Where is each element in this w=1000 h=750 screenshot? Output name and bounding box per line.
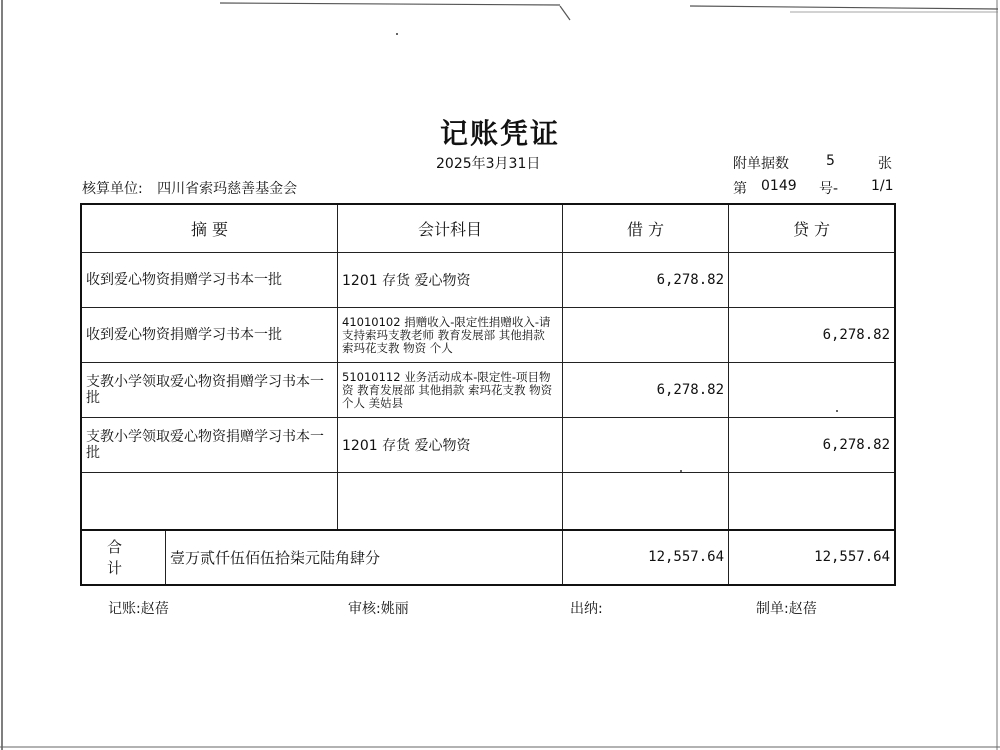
row-debit: 6,278.82 bbox=[563, 253, 729, 308]
row-debit bbox=[563, 473, 729, 530]
table-row bbox=[81, 308, 895, 363]
voucher-page: 1/1 bbox=[871, 178, 894, 194]
reviewer-signature bbox=[348, 598, 409, 618]
cashier-signature bbox=[570, 598, 603, 618]
header-debit: 借 方 bbox=[563, 204, 729, 253]
cashier-label: 出纳: bbox=[570, 601, 603, 617]
preparer-name: 赵蓓 bbox=[788, 601, 817, 617]
voucher-table bbox=[80, 203, 896, 586]
bookkeeper-name: 赵蓓 bbox=[140, 601, 169, 617]
attachments-label: 附单据数 bbox=[733, 156, 789, 172]
total-amount-in-words: 壹万贰仟伍佰伍拾柒元陆角肆分 bbox=[166, 530, 563, 585]
row-summary bbox=[81, 473, 338, 530]
table-row bbox=[81, 418, 895, 473]
row-account: 1201 存货 爱心物资 bbox=[338, 253, 563, 308]
accounting-unit-label: 核算单位: bbox=[82, 181, 143, 197]
voucher-number-prefix: 第 bbox=[733, 181, 747, 197]
row-account: 1201 存货 爱心物资 bbox=[338, 418, 563, 473]
row-summary: 收到爱心物资捐赠学习书本一批 bbox=[81, 253, 338, 308]
row-account: 51010112 业务活动成本-限定性-项目物资 教育发展部 其他捐款 索玛花支教 物资 个人 美姑县 bbox=[338, 363, 563, 418]
row-debit bbox=[563, 308, 729, 363]
preparer-label: 制单: bbox=[756, 601, 789, 617]
row-summary: 支教小学领取爱心物资捐赠学习书本一批 bbox=[81, 363, 338, 418]
bookkeeper-label: 记账: bbox=[108, 601, 141, 617]
voucher-title: 记账凭证 bbox=[439, 117, 560, 150]
total-credit: 12,557.64 bbox=[729, 530, 896, 585]
voucher-number: 0149 bbox=[761, 178, 797, 194]
scan-speck bbox=[396, 33, 398, 35]
header-account: 会计科目 bbox=[338, 204, 563, 253]
scan-speck bbox=[836, 410, 838, 412]
table-row bbox=[81, 363, 895, 418]
preparer-signature bbox=[756, 598, 817, 618]
total-label bbox=[81, 530, 166, 585]
row-summary: 收到爱心物资捐赠学习书本一批 bbox=[81, 308, 338, 363]
row-account: 41010102 捐赠收入-限定性捐赠收入-请支持索玛支教老师 教育发展部 其他捐款 索玛花支教 物资 个人 bbox=[338, 308, 563, 363]
total-debit: 12,557.64 bbox=[563, 530, 729, 585]
header-credit: 贷 方 bbox=[729, 204, 896, 253]
row-debit: 6,278.82 bbox=[563, 363, 729, 418]
row-account bbox=[338, 473, 563, 530]
attachments-unit: 张 bbox=[878, 156, 892, 172]
row-credit bbox=[729, 473, 896, 530]
row-credit: 6,278.82 bbox=[729, 308, 896, 363]
table-row bbox=[81, 473, 895, 530]
total-row bbox=[81, 530, 895, 585]
scan-speck bbox=[680, 470, 682, 472]
table-header-row bbox=[81, 204, 895, 253]
row-debit bbox=[563, 418, 729, 473]
bookkeeper-signature bbox=[108, 598, 169, 618]
accounting-unit-line bbox=[82, 178, 297, 198]
reviewer-label: 审核: bbox=[348, 601, 381, 617]
attachments-count: 5 bbox=[826, 153, 835, 169]
voucher-number-suffix: 号- bbox=[819, 181, 839, 197]
row-credit bbox=[729, 253, 896, 308]
row-credit: 6,278.82 bbox=[729, 418, 896, 473]
voucher-date: 2025年3月31日 bbox=[436, 156, 541, 172]
total-label-text: 合 计 bbox=[106, 538, 140, 577]
row-summary: 支教小学领取爱心物资捐赠学习书本一批 bbox=[81, 418, 338, 473]
header-summary: 摘 要 bbox=[81, 204, 338, 253]
accounting-unit-name: 四川省索玛慈善基金会 bbox=[157, 181, 298, 197]
reviewer-name: 姚丽 bbox=[380, 601, 409, 617]
row-credit bbox=[729, 363, 896, 418]
table-row bbox=[81, 253, 895, 308]
